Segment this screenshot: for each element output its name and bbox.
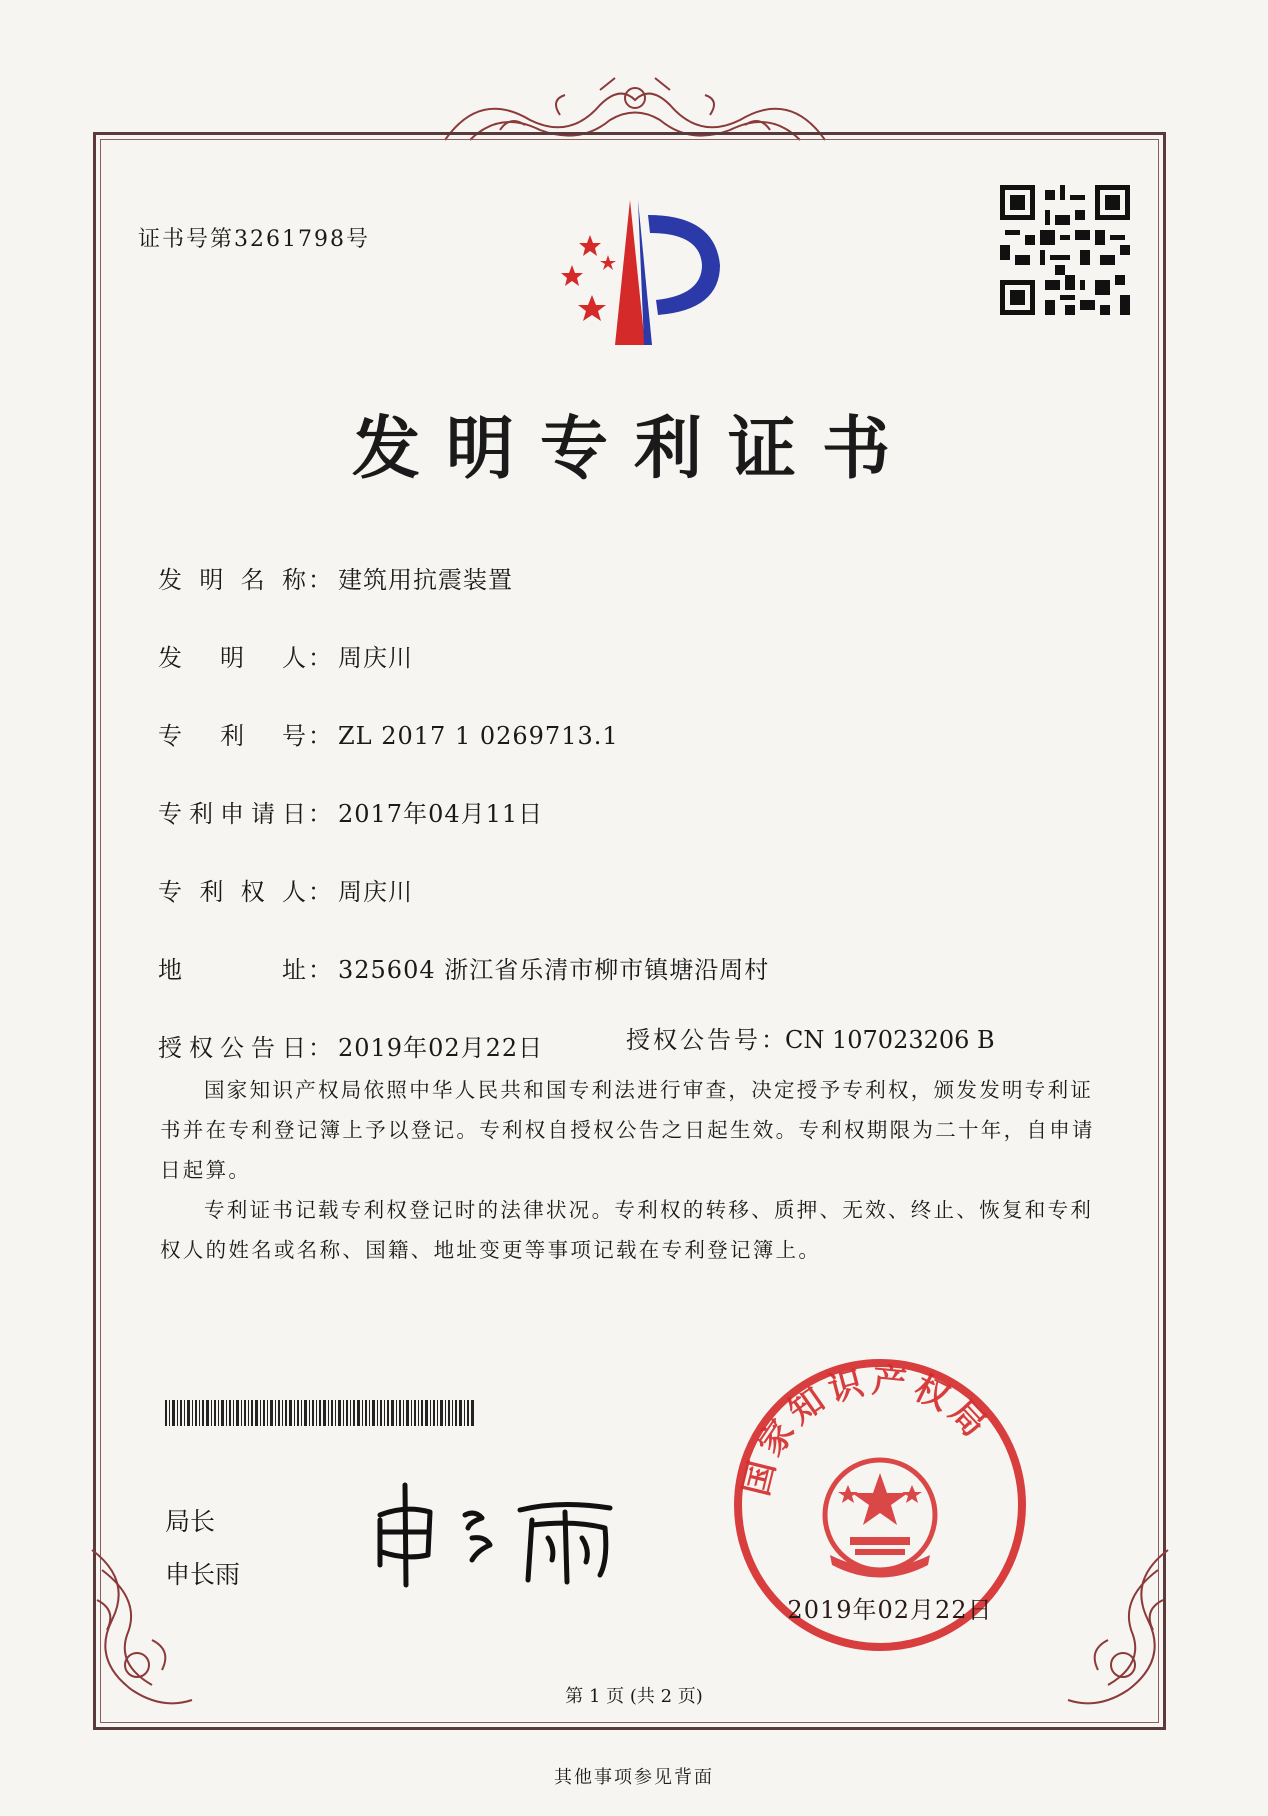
field-value: CN 107023206 B xyxy=(785,1026,995,1054)
field-inventor: 发明人 ： 周庆川 xyxy=(158,638,413,673)
footer-note: 其他事项参见背面 xyxy=(554,1767,714,1788)
qr-code-icon[interactable] xyxy=(1000,185,1130,315)
certificate-title: 发明专利证书 xyxy=(351,409,916,489)
signature-icon xyxy=(360,1470,640,1590)
field-label: 专利申请日 xyxy=(158,800,308,828)
field-patentee: 专利权人 ： 周庆川 xyxy=(158,872,413,907)
field-label: 地址 xyxy=(158,956,308,984)
statement-paragraph-1: 国家知识产权局依照中华人民共和国专利法进行审查，决定授予专利权，颁发发明专利证书并在专利登记簿上予以登记。专利权自授权公告之日起生效。专利权期限为二十年，自申请日起算。 xyxy=(160,1078,1095,1182)
field-label: 专利号 xyxy=(158,722,308,750)
field-value: ZL 2017 1 0269713.1 xyxy=(338,722,619,750)
patent-office-logo-icon xyxy=(530,195,730,355)
certificate-number: 证书号第3261798号 xyxy=(138,227,370,252)
field-patent-no: 专利号 ： ZL 2017 1 0269713.1 xyxy=(158,716,619,751)
field-address: 地址 ： 325604 浙江省乐清市柳市镇塘沿周村 xyxy=(158,950,769,985)
field-grant-date: 授权公告日 ： 2019年02月22日 xyxy=(158,1028,543,1063)
field-label: 发明名称 xyxy=(158,566,308,594)
field-application-date: 专利申请日 ： 2017年04月11日 xyxy=(158,794,543,829)
field-label: 授权公告号 xyxy=(626,1026,761,1054)
field-label: 专利权人 xyxy=(158,878,308,906)
field-invention-name: 发明名称 ： 建筑用抗震装置 xyxy=(158,560,513,595)
director-title: 局长 xyxy=(165,1507,216,1536)
field-value: 周庆川 xyxy=(338,644,413,672)
barcode-icon xyxy=(165,1400,475,1426)
svg-text:国家知识产权局 xyxy=(736,1361,997,1500)
field-value: 2019年02月22日 xyxy=(338,1034,544,1062)
field-value: 325604 浙江省乐清市柳市镇塘沿周村 xyxy=(338,956,770,984)
seal-text: 国家知识产权局 xyxy=(736,1360,998,1500)
page-number: 第 1 页 (共 2 页) xyxy=(565,1686,703,1707)
field-value: 建筑用抗震装置 xyxy=(338,566,513,594)
field-label: 授权公告日 xyxy=(158,1034,308,1062)
field-label: 发明人 xyxy=(158,644,308,672)
field-value: 周庆川 xyxy=(338,878,413,906)
seal-date: 2019年02月22日 xyxy=(787,1596,993,1624)
field-value: 2017年04月11日 xyxy=(338,800,544,828)
director-name: 申长雨 xyxy=(165,1560,241,1589)
statement-paragraph-2: 专利证书记载专利权登记时的法律状况。专利权的转移、质押、无效、终止、恢复和专利权人的姓名或名称、国籍、地址变更等事项记载在专利登记簿上。 xyxy=(160,1198,1094,1262)
field-grant-no: 授权公告号：CN 107023206 B xyxy=(626,1026,995,1054)
